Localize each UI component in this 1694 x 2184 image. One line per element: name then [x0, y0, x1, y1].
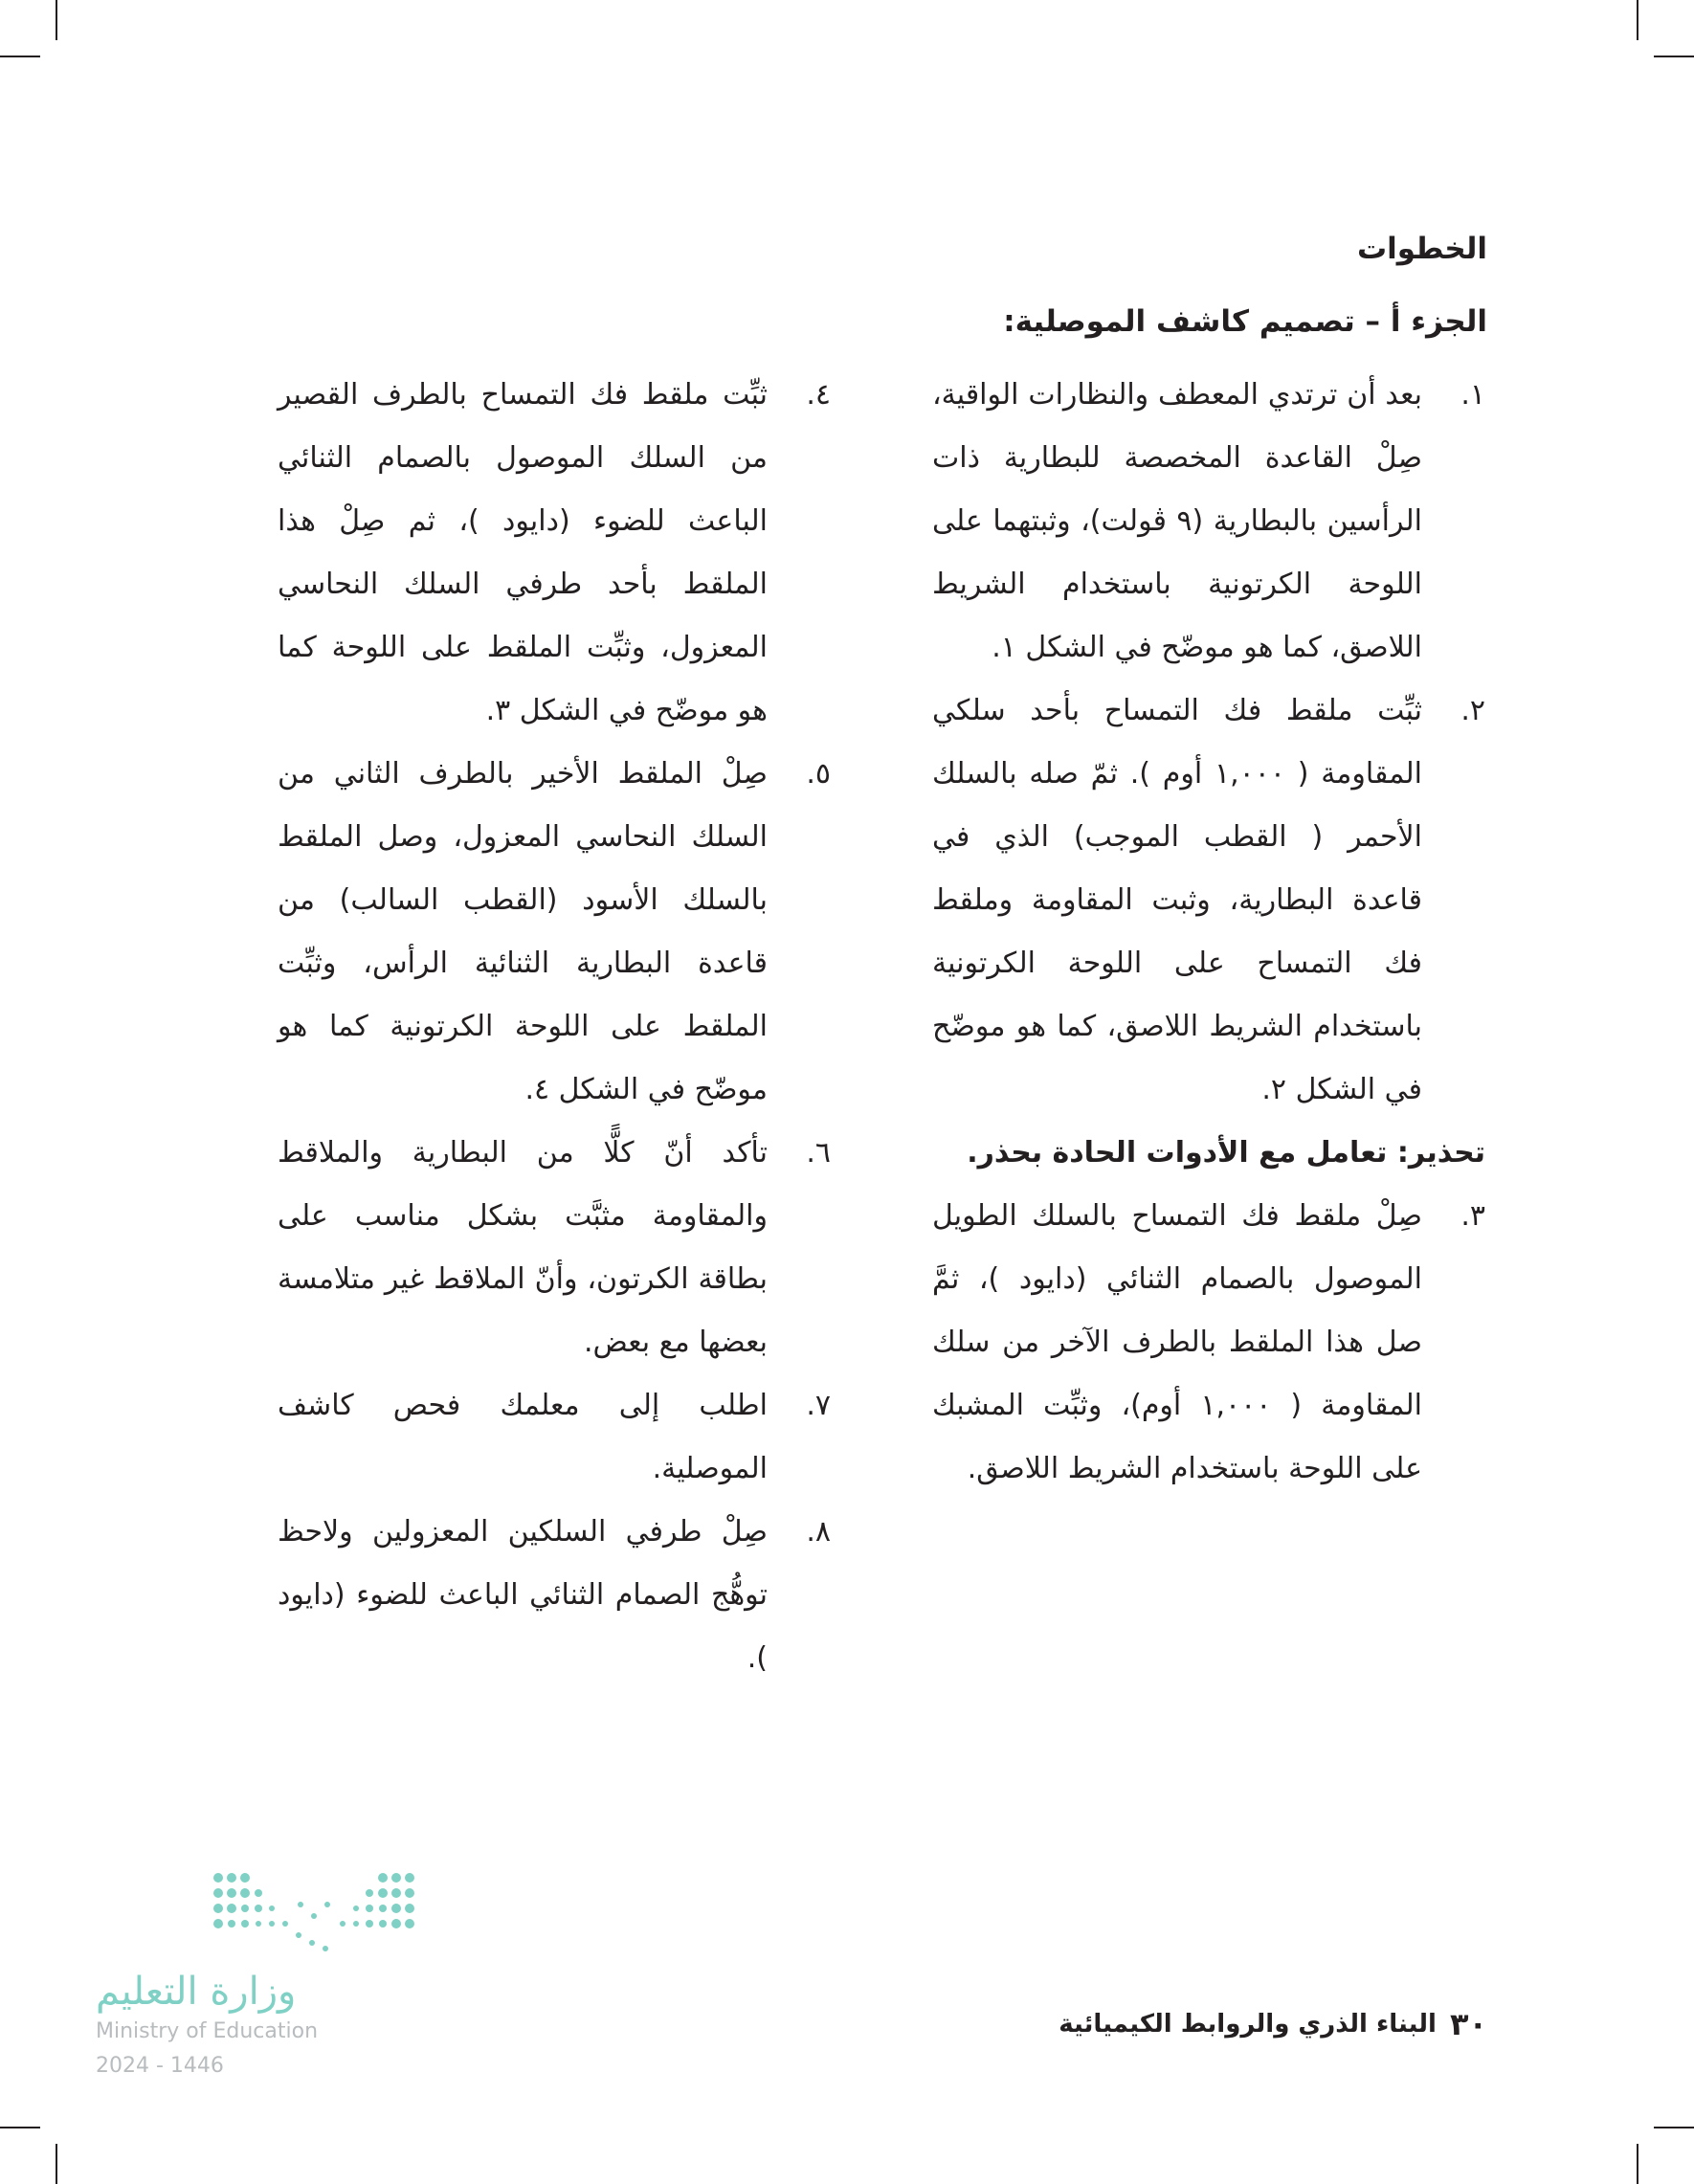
step-number: ٣.	[1460, 1199, 1485, 1233]
step-8	[278, 1501, 831, 1690]
step-5	[278, 743, 831, 1122]
step-number: ٨.	[806, 1515, 831, 1549]
step-text: تأكد أنّ كلًّا من البطارية والملاقط والمقاومة مثبَّت بشكل مناسب على بطاقة الكرتون، وأنّ الملاقط غير متلامسة بعضها مع بعض.	[278, 1136, 768, 1359]
ministry-logo	[96, 1866, 459, 2115]
step-6	[278, 1122, 831, 1374]
step-1	[932, 364, 1485, 680]
page-number: ٣٠	[1449, 2006, 1487, 2042]
ministry-name-english: Ministry of Education	[96, 2019, 319, 2043]
step-text: صِلْ طرفي السلكين المعزولين ولاحظ توهُّج الصمام الثنائي الباعث للضوء (دايود ).	[278, 1515, 768, 1675]
step-number: ٤.	[806, 378, 831, 412]
step-number: ٥.	[806, 757, 831, 791]
left-column	[278, 364, 831, 1690]
step-text: ثبِّت ملقط فك التمساح بالطرف القصير من السلك الموصول بالصمام الثنائي الباعث للضوء (دايود )، ثم صِلْ هذا الملقط بأحد طرفي السلك النحاسي المعزول، وثبِّت الملقط على اللوحة كما هو موضّح في الشكل ٣.	[278, 378, 768, 727]
step-number: ١.	[1460, 378, 1485, 412]
chapter-title: البناء الذري والروابط الكيميائية	[1059, 2010, 1437, 2039]
step-number: ٦.	[806, 1136, 831, 1170]
step-3	[932, 1185, 1485, 1501]
safety-warning: تحذير: تعامل مع الأدوات الحادة بحذر.	[967, 1136, 1485, 1170]
part-a-title: الجزء أ – تصميم كاشف الموصلية:	[1003, 304, 1487, 339]
page-footer	[1059, 2006, 1487, 2042]
right-column	[932, 364, 1485, 1501]
ministry-dots-icon	[96, 1866, 459, 1962]
steps-heading: الخطوات	[1356, 232, 1487, 266]
step-text: صِلْ ملقط فك التمساح بالسلك الطويل الموصول بالصمام الثنائي (دايود )، ثمَّ صل هذا الملقط بالطرف الآخر من سلك المقاومة ( ١,٠٠٠ أوم)، وثبِّت المشبك على اللوحة باستخدام الشريط اللاصق.	[932, 1199, 1422, 1485]
step-text: صِلْ الملقط الأخير بالطرف الثاني من السلك النحاسي المعزول، وصل الملقط بالسلك الأسود (القطب السالب) من قاعدة البطارية الثنائية الرأس، وثبِّت الملقط على اللوحة الكرتونية كما هو موضّح في الشكل ٤.	[278, 757, 768, 1106]
ministry-year: 2024 - 1446	[96, 2054, 224, 2078]
step-text: ثبِّت ملقط فك التمساح بأحد سلكي المقاومة ( ١,٠٠٠ أوم ). ثمّ صله بالسلك الأحمر ( القطب الموجب) الذي في قاعدة البطارية، وثبت المقاومة وملقط فك التمساح على اللوحة الكرتونية باستخدام الشريط اللاصق، كما هو موضّح في الشكل ٢.	[932, 694, 1422, 1106]
step-number: ٢.	[1460, 694, 1485, 727]
ministry-name-arabic: وزارة التعليم	[96, 1970, 297, 2014]
step-number: ٧.	[806, 1389, 831, 1422]
step-text: اطلب إلى معلمك فحص كاشف الموصلية.	[278, 1389, 768, 1485]
step-2	[932, 680, 1485, 1122]
step-4	[278, 364, 831, 743]
step-7	[278, 1374, 831, 1501]
step-text: بعد أن ترتدي المعطف والنظارات الواقية، صِلْ القاعدة المخصصة للبطارية ذات الرأسين بالبطارية (٩ ڤولت)، وثبتهما على اللوحة الكرتونية باستخدام الشريط اللاصق، كما هو موضّح في الشكل ١.	[932, 378, 1422, 664]
